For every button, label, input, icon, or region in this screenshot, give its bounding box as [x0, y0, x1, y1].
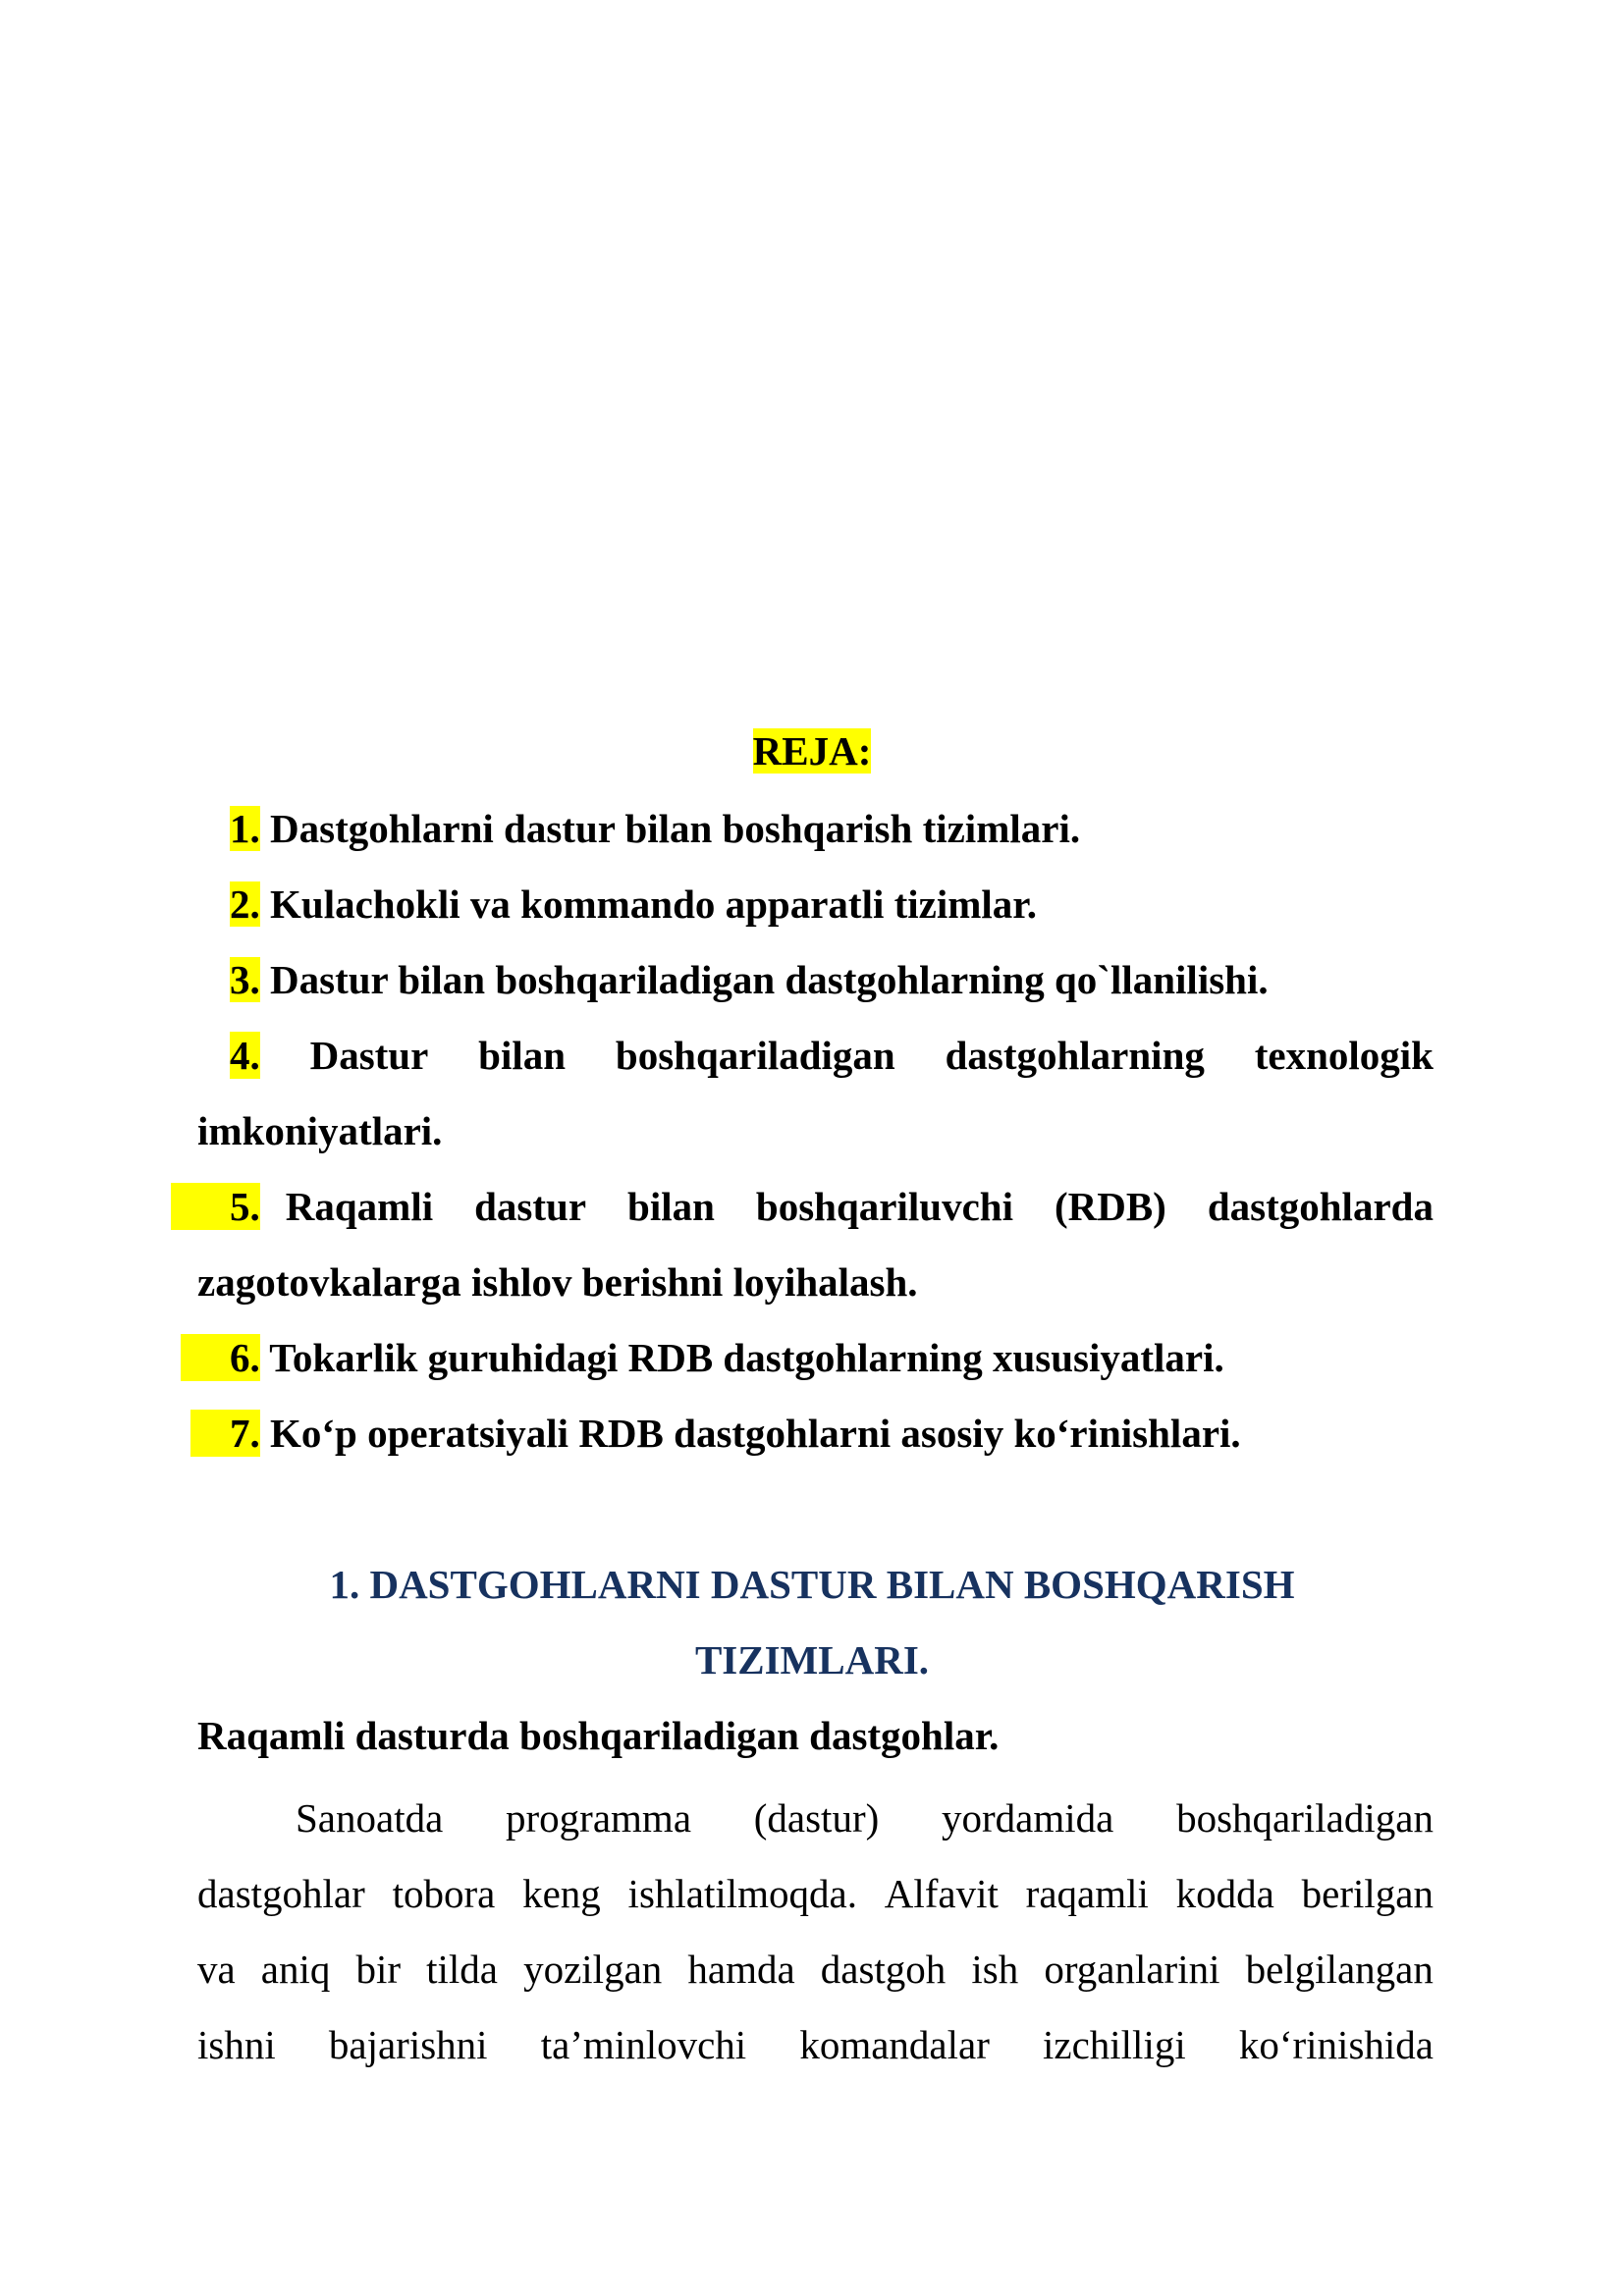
paragraph-word: ko‘rinishida — [1238, 2022, 1434, 2067]
plan-item-number: 5. — [171, 1183, 260, 1230]
plan-item-word: bilan — [478, 1033, 567, 1078]
plan-title-line — [0, 727, 1624, 774]
paragraph-word: bir — [355, 1947, 402, 1992]
paragraph-word: yordamida — [942, 1795, 1114, 1841]
plan-item-word: texnologik — [1254, 1033, 1434, 1078]
plan-item-number: 7. — [190, 1410, 260, 1457]
plan-item-word: bilan — [627, 1184, 715, 1229]
paragraph-word: dastgohlar — [197, 1871, 365, 1916]
paragraph-word: ta’minlovchi — [540, 2022, 747, 2067]
plan-item-2 — [230, 881, 1037, 928]
paragraph-word: tobora — [392, 1871, 496, 1916]
paragraph-word: programma — [506, 1795, 692, 1841]
paragraph-word: berilgan — [1301, 1871, 1434, 1916]
plan-item-word: boshqariluvchi — [755, 1184, 1013, 1229]
plan-item-word: Raqamli — [285, 1184, 434, 1229]
plan-item-5-continuation — [197, 1258, 918, 1306]
plan-item-number: 3. — [230, 957, 260, 1002]
paragraph-line-1 — [296, 1794, 1434, 1842]
plan-item-6 — [181, 1334, 1224, 1381]
plan-item-text: Kulachokli va kommando apparatli tizimlar. — [270, 881, 1037, 927]
paragraph-word: bajarishni — [328, 2022, 488, 2067]
plan-item-text: zagotovkalarga ishlov berishni loyihalash. — [197, 1259, 918, 1305]
plan-item-word: dastur — [474, 1184, 587, 1229]
paragraph-word: dastgoh — [820, 1947, 947, 1992]
plan-item-word: Dastur — [309, 1033, 429, 1078]
paragraph-word: ish — [971, 1947, 1019, 1992]
paragraph-line-3 — [197, 1946, 1434, 1993]
paragraph-word: hamda — [687, 1947, 795, 1992]
paragraph-word: komandalar — [799, 2022, 990, 2067]
plan-item-words — [286, 1183, 1434, 1230]
section-subheading: Raqamli dasturda boshqariladigan dastgohlar. — [197, 1713, 1000, 1758]
plan-item-text: Dastgohlarni dastur bilan boshqarish tizimlari. — [270, 806, 1081, 851]
plan-item-number: 2. — [230, 881, 260, 927]
plan-item-text: Ko‘p operatsiyali RDB dastgohlarni asosiy ko‘rinishlari. — [270, 1411, 1241, 1456]
plan-item-text: Dastur bilan boshqariladigan dastgohlarning qo`llanilishi. — [270, 957, 1269, 1002]
plan-item-text: Tokarlik guruhidagi RDB dastgohlarning xususiyatlari. — [269, 1335, 1224, 1380]
plan-item-5 — [171, 1183, 1434, 1230]
plan-item-number: 4. — [230, 1033, 260, 1078]
paragraph-line-4 — [197, 2021, 1434, 2068]
paragraph-word: yozilgan — [523, 1947, 663, 1992]
plan-item-text: imkoniyatlari. — [197, 1108, 443, 1153]
paragraph-word: ishlatilmoqda. — [627, 1871, 857, 1916]
plan-item-word: dastgohlarda — [1207, 1184, 1434, 1229]
plan-item-3 — [230, 956, 1269, 1003]
paragraph-word: keng — [522, 1871, 601, 1916]
plan-item-1 — [230, 805, 1080, 852]
paragraph-word: Sanoatda — [296, 1795, 444, 1841]
plan-item-number: 1. — [230, 806, 260, 851]
paragraph-word: Alfavit — [884, 1871, 999, 1916]
plan-item-7 — [190, 1410, 1241, 1457]
plan-title: REJA: — [752, 728, 872, 774]
paragraph-word: tilda — [426, 1947, 498, 1992]
paragraph-word: izchilligi — [1042, 2022, 1186, 2067]
paragraph-word: kodda — [1175, 1871, 1274, 1916]
plan-item-4 — [230, 1032, 1434, 1079]
paragraph-word: boshqariladigan — [1176, 1795, 1434, 1841]
plan-item-number: 6. — [181, 1334, 260, 1381]
paragraph-word: organlarini — [1044, 1947, 1220, 1992]
paragraph-word: (dastur) — [753, 1795, 880, 1841]
section-heading-line-2: TIZIMLARI. — [694, 1637, 930, 1682]
plan-item-word: dastgohlarning — [945, 1033, 1205, 1078]
plan-item-word: (RDB) — [1054, 1184, 1166, 1229]
paragraph-word: aniq — [260, 1947, 331, 1992]
paragraph-line-2 — [197, 1870, 1434, 1917]
section-heading-line-1: 1. DASTGOHLARNI DASTUR BILAN BOSHQARISH — [329, 1562, 1295, 1607]
paragraph-word: raqamli — [1025, 1871, 1149, 1916]
paragraph-word: va — [197, 1947, 236, 1992]
plan-item-word: boshqariladigan — [615, 1033, 895, 1078]
plan-item-4-continuation — [197, 1107, 442, 1154]
paragraph-word: belgilangan — [1245, 1947, 1434, 1992]
paragraph-word: ishni — [197, 2022, 276, 2067]
